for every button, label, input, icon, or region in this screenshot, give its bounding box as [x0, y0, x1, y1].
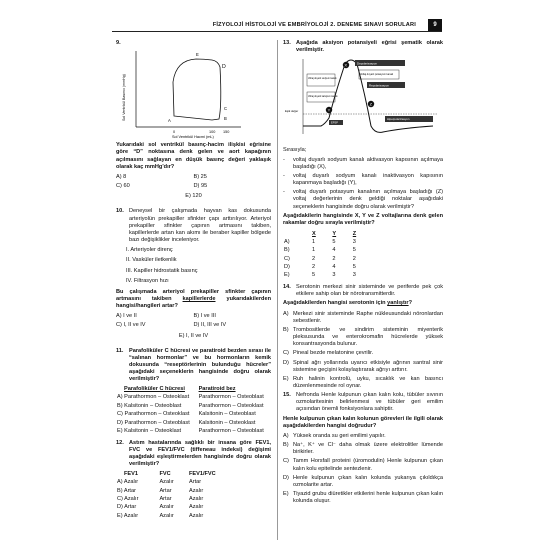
col-header: Z	[352, 230, 357, 237]
option-a[interactable]: A) Yüksek oranda su geri emilimi yapılır.	[283, 432, 386, 439]
table-row[interactable]: B) Kalsitonin – Osteoblast Parathormon – Osteoklast	[117, 402, 264, 409]
option-b[interactable]: B) Na⁺, K⁺ ve Cl⁻ daha olmak üzere elektrolitler lümende birikirler.	[283, 442, 443, 456]
answer-table	[116, 470, 240, 520]
question-stem: Yukarıdaki sol ventrikül basınç-hacim ilişkisi eğrisine göre “D” noktasına denk gelen ve aort kapağının açılmasını sağlayan en düşük basınç değeri yaklaşık olarak kaç mmHg'dır?	[116, 142, 271, 170]
col-header: Y	[332, 230, 337, 237]
table-row[interactable]: C) Parathormon – Osteoklast Kalsitonin – Osteoblast	[117, 411, 256, 418]
question-number: 15.	[283, 392, 291, 399]
col-header: X	[312, 230, 316, 237]
option-a[interactable]: A) 8	[116, 173, 127, 180]
question-stem: Astım hastalarında sağlıklı bir insana göre FEV1, FVC ve FEV1/FVC (tiffeneau indeksi) değişimi aşağıdaki eşleştirmelerden hangisinde doğru olarak verilmiştir?	[129, 439, 271, 468]
question-prompt: Bu çalışmada arteriyol prekapiller sfinkter çapının artmasını takiben kapillerlerde yukarıdakilerden hangisi/hangileri artar?	[116, 288, 271, 310]
question-prompt: Aşağıdakilerin hangisinde X, Y ve Z voltajlarına denk gelen rakamlar doğru sırayla verilmiştir?	[283, 212, 443, 226]
option-b[interactable]: B) 25	[193, 173, 207, 180]
question-stem: Nefronda Henle kulpunun çıkan kalın kolu, tübüler sıvının ozmolaritesinin belirlenmesi ve tübüler geri emilim açısından önemli fonksiyonlara sahiptir.	[296, 392, 443, 413]
label-hyperpol: Hiperpolarizasyon	[387, 117, 410, 122]
table-row[interactable]: D) Artar Azalır Azalır	[117, 504, 204, 511]
question-stem: Serotonin merkezi sinir sisteminde ve periferde pek çok etkilere sahip olan bir nörotransmitterdir.	[296, 284, 443, 298]
question-11	[116, 348, 271, 436]
question-prompt: Henle kulpunun çıkan kalın kolunun görevleri ile ilgili olarak aşağıdakilerden hangisi doğrudur?	[283, 415, 443, 429]
item-2: II. Vasküler iletkenlik	[126, 257, 177, 264]
bullet-item: - voltaj duyarlı sodyum kanalı aktivasyon kapısının açılmaya başladığı (X),	[283, 156, 443, 170]
option-d[interactable]: D) II, III ve IV	[193, 322, 227, 329]
question-stem: Parafoliküler C hücresi ve paratiroid bezden sırası ile “salınan hormonlar” ve bu hormonların kemik dokusunda “reseptörlerinin bulunduğu hücreler” aşağıdaki seçeneklerin hangisinde doğru olarak verilmiştir?	[129, 347, 271, 383]
page-number: 9	[428, 19, 442, 31]
table-row[interactable]: A) Azalır Azalır Artar	[117, 479, 202, 486]
table-row[interactable]: E) Azalır Azalır Azalır	[117, 512, 204, 519]
table-row[interactable]: D) 2 4 5	[284, 264, 356, 270]
right-column	[283, 40, 443, 507]
item-4: IV. Filtrasyon hızı	[126, 277, 169, 284]
question-number: 14.	[283, 284, 291, 291]
question-number: 9.	[116, 40, 121, 46]
question-number: 10.	[116, 208, 124, 215]
label-k-channel: Voltaj duyarlı potasyum kanalı	[360, 73, 394, 77]
graph-xlabel: Sol Ventrikül Hacmi (mL)	[172, 135, 214, 140]
graph-ylabel: Sol Ventrikül Basıncı (mmHg)	[122, 74, 126, 122]
question-9	[116, 40, 271, 200]
option-a[interactable]: A) I ve II	[116, 313, 137, 320]
question-15	[283, 392, 443, 505]
point-c: C	[224, 106, 228, 112]
table-row[interactable]: D) Parathormon – Osteoblast Kalsitonin – Osteoklast	[117, 419, 256, 426]
table-row[interactable]: C) 2 2 2	[284, 255, 356, 262]
option-e[interactable]: E) 120	[185, 193, 202, 200]
pv-loop	[173, 59, 221, 120]
col-header: Paratiroid bez	[198, 386, 236, 393]
intro-text: Sırasıyla;	[283, 147, 307, 154]
question-stem: Deneysel bir çalışmada hayvan kas dokusunda arteriyolün prekapiller sfinkter çapı arttırılıyor. Arteriyol prekapiller sfinkter çapının artmasını takiben, kapillerlerde artan kan akımı ile beraber kapiller bölgede bazı değişiklikler inceleniyor.	[129, 208, 271, 244]
col-header: FEV1	[124, 470, 138, 477]
table-row[interactable]: B) 1 4 5	[284, 247, 356, 254]
option-e[interactable]: E) Ruh halinin kontrolü, uyku, sıcaklık ve kan basıncı düzenlenmesinde rol oynar.	[283, 375, 443, 389]
question-13	[283, 40, 443, 280]
marker-z: Z	[369, 101, 373, 107]
bullet-item: - voltaj duyarlı sodyum kanalı inaktivasyon kapısının kapanmaya başladığı (Y),	[283, 172, 443, 187]
option-d[interactable]: D) Spinal ağrı yollarında uyarıcı etkisiyle ağrının santral sinir sistemine geçişini kolaylaştırarak ağrıyı arttırır.	[283, 359, 443, 373]
label-threshold: Eşik değer	[285, 109, 299, 114]
table-row[interactable]: A) Parathormon – Osteoklast Parathormon – Osteoblast	[117, 394, 264, 401]
pressure-volume-graph	[116, 47, 266, 139]
column-divider	[277, 40, 278, 540]
item-1: I. Arteriyoler direnç	[126, 247, 173, 254]
table-row[interactable]: E) Kalsitonin – Osteoklast Parathormon – Osteoblast	[117, 427, 264, 434]
col-header: FVC	[159, 470, 171, 477]
option-a[interactable]: A) Merkezi sinir sisteminde Raphe nükleusundaki nöronlardan sebestlenir.	[283, 310, 443, 324]
option-b[interactable]: B) I ve III	[193, 313, 216, 320]
question-number: 13.	[283, 40, 291, 46]
option-d[interactable]: D) 95	[193, 183, 208, 190]
left-column	[116, 40, 271, 524]
option-c[interactable]: C) I, II ve IV	[116, 322, 146, 329]
question-12	[116, 440, 271, 521]
label-ca-channel: Voltaj duyarlı kalsiyum kanalı	[308, 96, 338, 99]
question-number: 11.	[116, 347, 124, 354]
item-3: III. Kapiller hidrostatik basınç	[126, 267, 198, 274]
point-a: A	[168, 118, 171, 124]
question-stem: Aşağıda aksiyon potansiyeli eğrisi şematik olarak verilmiştir.	[296, 40, 443, 54]
option-c[interactable]: C) Pineal bezde melatonine çevrilir.	[283, 350, 374, 357]
question-14	[283, 284, 443, 390]
table-row[interactable]: C) Azalır Artar Azalır	[117, 495, 204, 502]
option-c[interactable]: C) Tamm Horsfall proteini (üromodulin) Henle kulpunun çıkan kalın kolu epitelinde sentezlenir.	[283, 458, 443, 472]
col-header: FEV1/FVC	[188, 470, 216, 477]
point-d: D	[222, 64, 226, 71]
question-prompt: Aşağıdakilerden hangisi serotonin için yanlıştır?	[283, 300, 413, 307]
header-title: FİZYOLOJİ HİSTOLOJİ VE EMBRİYOLOJİ 2. DENEME SINAVI SORULARI	[212, 22, 416, 28]
bullet-item: - voltaj duyarlı potasyum kanalının açılmaya başladığı (Z) voltaj değerlerinin denk geldiği noktalar aşağıdaki seçeneklerin hangisinde doğru olarak verilmiştir?	[283, 189, 443, 210]
option-e[interactable]: E) I, II ve IV	[178, 332, 209, 339]
marker-y: Y	[327, 107, 331, 113]
question-10	[116, 208, 271, 339]
table-row[interactable]: A) 1 5 3	[284, 238, 356, 245]
action-potential-diagram	[283, 54, 443, 144]
option-b[interactable]: B) Trombositlerde ve sindirim sisteminin miyenterik pleksusunda ve enterokromafin hücrelerde yüksek konsantrasyonda bulunur.	[283, 326, 443, 348]
option-d[interactable]: D) Henle kulpunun çıkan kalın kolunda yukarıya çıkıldıkça ozmolarite artar.	[283, 474, 443, 488]
page-header	[112, 18, 442, 32]
point-b: B	[224, 116, 227, 122]
label-depol: Depolarizasyon	[357, 61, 377, 66]
answer-table	[283, 230, 371, 280]
table-row[interactable]: E) 5 3 3	[284, 272, 356, 279]
option-c[interactable]: C) 60	[116, 183, 130, 190]
point-e: E	[196, 52, 199, 58]
tick-100: 100	[209, 130, 216, 135]
marker-x: X	[344, 62, 348, 68]
tick-150: 150	[223, 130, 230, 135]
label-na-channel: Voltaj duyarlı sodyum kanalı	[308, 78, 337, 81]
answer-table	[116, 386, 271, 436]
label-repol: Repolarizasyon	[369, 83, 389, 88]
col-header: Parafoliküler C hücresi	[124, 386, 185, 393]
question-number: 12.	[116, 439, 124, 446]
table-row[interactable]: B) Artar Artar Azalır	[117, 487, 204, 494]
option-e[interactable]: E) Tiyazid grubu diüretikler etkilerini henle kulpunun çıkan kalın kolunda oluşur.	[283, 491, 443, 505]
label-epsp: EPSP	[331, 121, 338, 125]
tick-0: 0	[173, 130, 176, 135]
